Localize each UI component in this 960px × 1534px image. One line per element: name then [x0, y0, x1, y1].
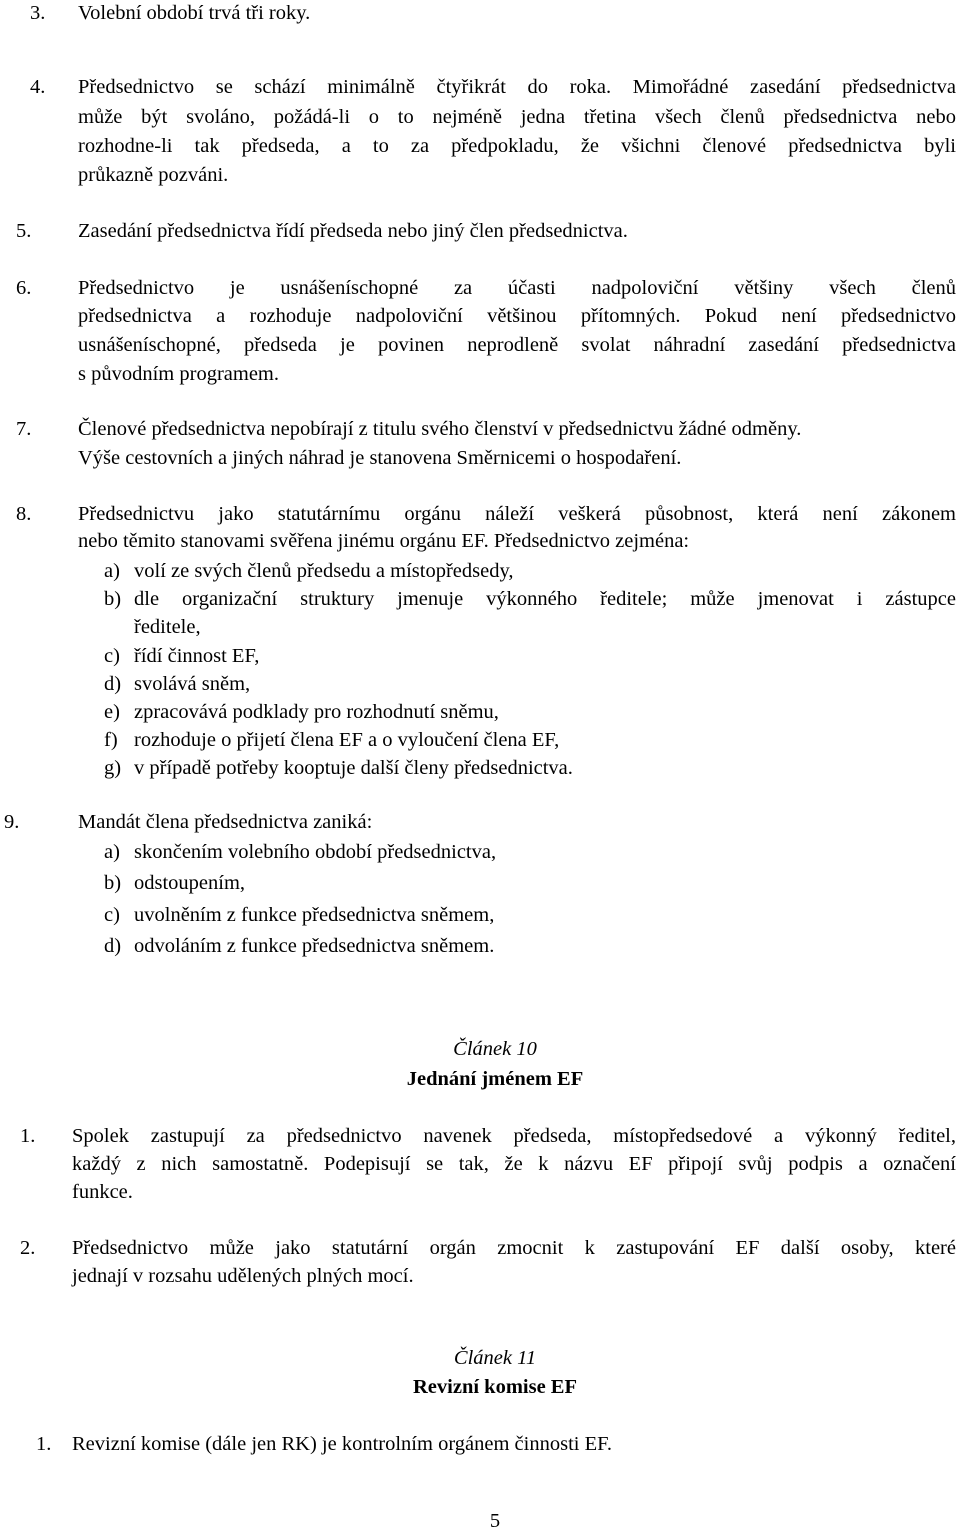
article-11-title: Revizní komise EF [413, 1376, 577, 1398]
article-10-item-2-line: jednají v rozsahu udělených plných mocí. [72, 1265, 414, 1287]
item-4-line: může být svoláno, požádá-li o to nejméně jedna třetina všech členů předsednictva nebo [78, 106, 956, 128]
item-6-line: usnášeníschopné, předseda je povinen neprodleně svolat náhradní zasedání předsednictva [78, 334, 956, 356]
sublist-item: volí ze svých členů předsedu a místopředsedy, [134, 560, 514, 582]
item-3-number: 3. [30, 2, 46, 24]
sublist-item: svolává sněm, [134, 673, 251, 695]
article-11-item-1-number: 1. [36, 1433, 52, 1455]
sublist-item: rozhoduje o přijetí člena EF a o vyloučení člena EF, [134, 729, 560, 751]
sublist-item: dle organizační struktury jmenuje výkonného ředitele; může jmenovat i zástupce [134, 588, 956, 610]
item-8-line: Předsednictvu jako statutárnímu orgánu náleží veškerá působnost, která není zákonem [78, 503, 956, 525]
sublist-item-continuation: ředitele, [134, 616, 201, 638]
article-10-item-2-line: Předsednictvo může jako statutární orgán zmocnit k zastupování EF další osoby, které [72, 1237, 956, 1259]
item-5-text: Zasedání předsednictva řídí předseda nebo jiný člen předsednictva. [78, 220, 628, 242]
sublist-item: odstoupením, [134, 872, 246, 894]
item-9-number: 9. [4, 811, 20, 833]
sublist-item: odvoláním z funkce předsednictva sněmem. [134, 935, 495, 957]
article-10-item-1-line: funkce. [72, 1181, 133, 1203]
article-11-item-1-text: Revizní komise (dále jen RK) je kontrolním orgánem činnosti EF. [72, 1433, 612, 1455]
article-10-item-1-line: každý z nich samostatně. Podepisují se tak, že k názvu EF připojí svůj podpis a označení [72, 1153, 956, 1175]
item-5-number: 5. [16, 220, 32, 242]
sublist-marker: b) [104, 588, 122, 610]
article-10-heading: Článek 10 [453, 1038, 537, 1060]
sublist-marker: e) [104, 701, 120, 723]
sublist-marker: f) [104, 729, 118, 751]
item-7-line: Výše cestovních a jiných náhrad je stanovena Směrnicemi o hospodaření. [78, 447, 682, 469]
sublist-marker: g) [104, 757, 122, 779]
sublist-item: uvolněním z funkce předsednictva sněmem, [134, 904, 495, 926]
item-6-line: s původním programem. [78, 363, 279, 385]
sublist-marker: d) [104, 935, 122, 957]
sublist-item: skončením volebního období předsednictva, [134, 841, 497, 863]
item-8-line: nebo těmito stanovami svěřena jinému orgánu EF. Předsednictvo zejména: [78, 530, 690, 552]
item-8-number: 8. [16, 503, 32, 525]
sublist-marker: a) [104, 841, 120, 863]
sublist-marker: d) [104, 673, 122, 695]
item-7-number: 7. [16, 418, 32, 440]
sublist-marker: c) [104, 904, 120, 926]
item-6-line: Předsednictvo je usnášeníschopné za účasti nadpoloviční většiny všech členů [78, 277, 956, 299]
item-4-number: 4. [30, 76, 46, 98]
item-9-text: Mandát člena předsednictva zaniká: [78, 811, 373, 833]
article-11-heading: Článek 11 [453, 1347, 537, 1369]
item-4-line: Předsednictvo se schází minimálně čtyřikrát do roka. Mimořádné zasedání předsednictva [78, 76, 956, 98]
sublist-marker: a) [104, 560, 120, 582]
item-4-line: průkazně pozváni. [78, 164, 229, 186]
sublist-marker: b) [104, 872, 122, 894]
page-number: 5 [489, 1510, 501, 1532]
article-10-item-2-number: 2. [20, 1237, 36, 1259]
article-10-item-1-line: Spolek zastupují za předsednictvo navenek předseda, místopředsedové a výkonný ředitel, [72, 1125, 956, 1147]
sublist-marker: c) [104, 645, 120, 667]
item-7-line: Členové předsednictva nepobírají z titulu svého členství v předsednictvu žádné odměny. [78, 418, 802, 440]
item-4-line: rozhodne-li tak předseda, a to za předpokladu, že všichni členové předsednictva byli [78, 135, 956, 157]
sublist-item: v případě potřeby kooptuje další členy předsednictva. [134, 757, 573, 779]
sublist-item: zpracovává podklady pro rozhodnutí sněmu, [134, 701, 499, 723]
sublist-item: řídí činnost EF, [134, 645, 260, 667]
item-6-number: 6. [16, 277, 32, 299]
article-10-item-1-number: 1. [20, 1125, 36, 1147]
article-10-title: Jednání jménem EF [406, 1068, 584, 1090]
item-3-text: Volební období trvá tři roky. [78, 2, 311, 24]
item-6-line: předsednictva a rozhoduje nadpoloviční většinou přítomných. Pokud není předsednictvo [78, 305, 956, 327]
